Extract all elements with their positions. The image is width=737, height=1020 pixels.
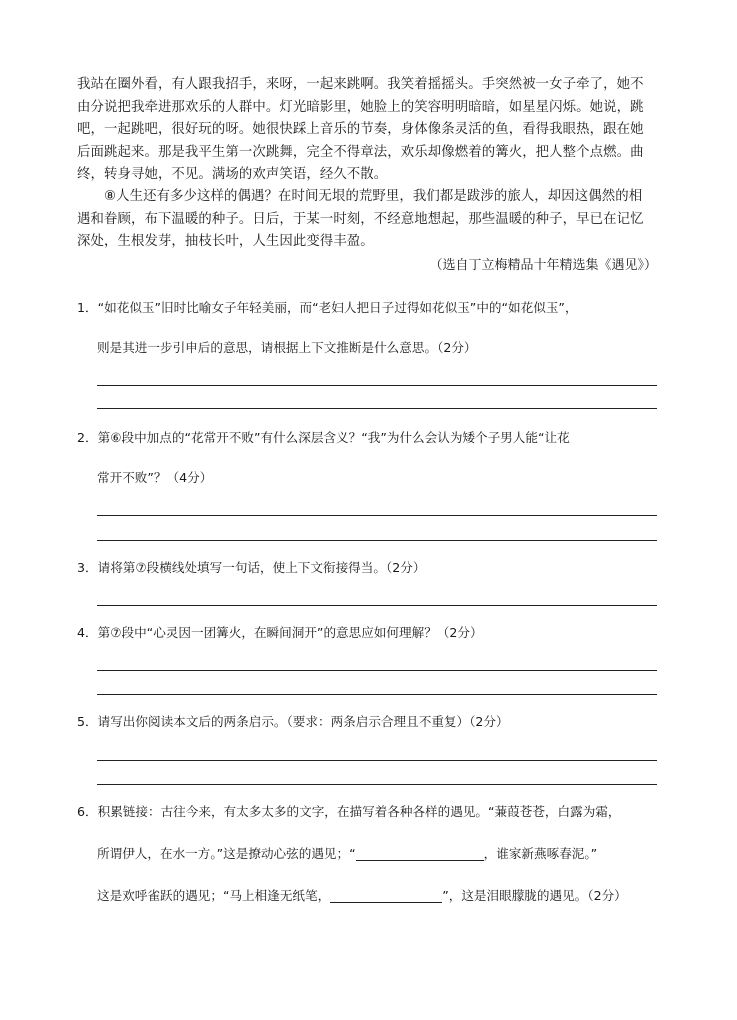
passage-line: 吧，一起跳吧，很好玩的呀。她很快踩上音乐的节奏，身体像条灵活的鱼，看得我眼热，跟在她 bbox=[77, 122, 644, 138]
question-2-text: 2．第⑥段中加点的“花常开不败”有什么深层含义？“我”为什么会认为矮个子男人能“让花 bbox=[77, 430, 570, 445]
question-6-part: 所谓伊人，在水一方。”这是撩动心弦的遇见；“ bbox=[97, 846, 356, 861]
answer-line[interactable] bbox=[97, 515, 657, 516]
fill-blank-2[interactable] bbox=[330, 888, 442, 903]
question-1-text-cont: 则是其进一步引申后的意思，请根据上下文推断是什么意思。（2分） bbox=[97, 340, 477, 355]
passage-line: 由分说把我牵进那欢乐的人群中。灯光暗影里，她脸上的笑容明明暗暗，如星星闪烁。她说，跳 bbox=[77, 99, 644, 115]
answer-line[interactable] bbox=[97, 670, 657, 671]
answer-line[interactable] bbox=[97, 694, 657, 695]
answer-line[interactable] bbox=[97, 408, 657, 409]
answer-line[interactable] bbox=[97, 605, 657, 606]
question-2-text-cont: 常开不败”？（4分） bbox=[97, 470, 213, 485]
question-6-part: ，谁家新燕啄春泥。” bbox=[483, 846, 598, 861]
passage-line: 后面跳起来。那是我平生第一次跳舞，完全不得章法，欢乐却像燃着的篝火，把人整个点燃。曲 bbox=[77, 144, 644, 160]
passage-source: （选自丁立梅精品十年精选集《遇见》） bbox=[429, 258, 657, 273]
answer-line[interactable] bbox=[97, 760, 657, 761]
passage-line: 终，转身寻她，不见。满场的欢声笑语，经久不散。 bbox=[77, 167, 388, 183]
question-4-text: 4．第⑦段中“心灵因一团篝火，在瞬间洞开”的意思应如何理解？（2分） bbox=[77, 625, 483, 640]
answer-line[interactable] bbox=[97, 385, 657, 386]
fill-blank-1[interactable] bbox=[356, 846, 484, 861]
passage-paragraph-8 bbox=[77, 186, 667, 254]
answer-line[interactable] bbox=[97, 784, 657, 785]
question-5-text: 5．请写出你阅读本文后的两条启示。（要求：两条启示合理且不重复）（2分） bbox=[77, 714, 509, 729]
answer-line[interactable] bbox=[97, 540, 657, 541]
passage-line: 遇和眷顾，布下温暖的种子。日后，于某一时刻，不经意地想起，那些温暖的种子，早已在记忆 bbox=[77, 211, 644, 227]
question-1-text: 1．“如花似玉”旧时比喻女子年轻美丽，而“老妇人把日子过得如花似玉”中的“如花似玉”， bbox=[77, 300, 578, 315]
question-6-part: ”，这是泪眼朦胧的遇见。（2分） bbox=[442, 888, 627, 903]
question-3-text: 3．请将第⑦段横线处填写一句话，使上下文衔接得当。（2分） bbox=[77, 560, 426, 575]
question-6-text-cont-2 bbox=[97, 887, 627, 905]
question-6-part: 这是欢呼雀跃的遇见；“马上相逢无纸笔， bbox=[97, 888, 331, 903]
question-6-text: 6．积累链接：古往今来，有太多太多的文字，在描写着各种各样的遇见。“蒹葭苍苍，白露为霜， bbox=[77, 804, 621, 819]
passage-line: ⑧人生还有多少这样的偶遇？在时间无垠的荒野里，我们都是跋涉的旅人，却因这偶然的相 bbox=[104, 189, 643, 204]
passage-line: 深处，生根发芽，抽枝长叶，人生因此变得丰盈。 bbox=[77, 234, 374, 250]
passage-paragraph-7 bbox=[77, 74, 667, 187]
passage-line: 我站在圈外看，有人跟我招手，来呀，一起来跳啊。我笑着摇摇头。手突然被一女子牵了，她不 bbox=[77, 77, 644, 92]
question-6-text-cont bbox=[97, 845, 597, 863]
